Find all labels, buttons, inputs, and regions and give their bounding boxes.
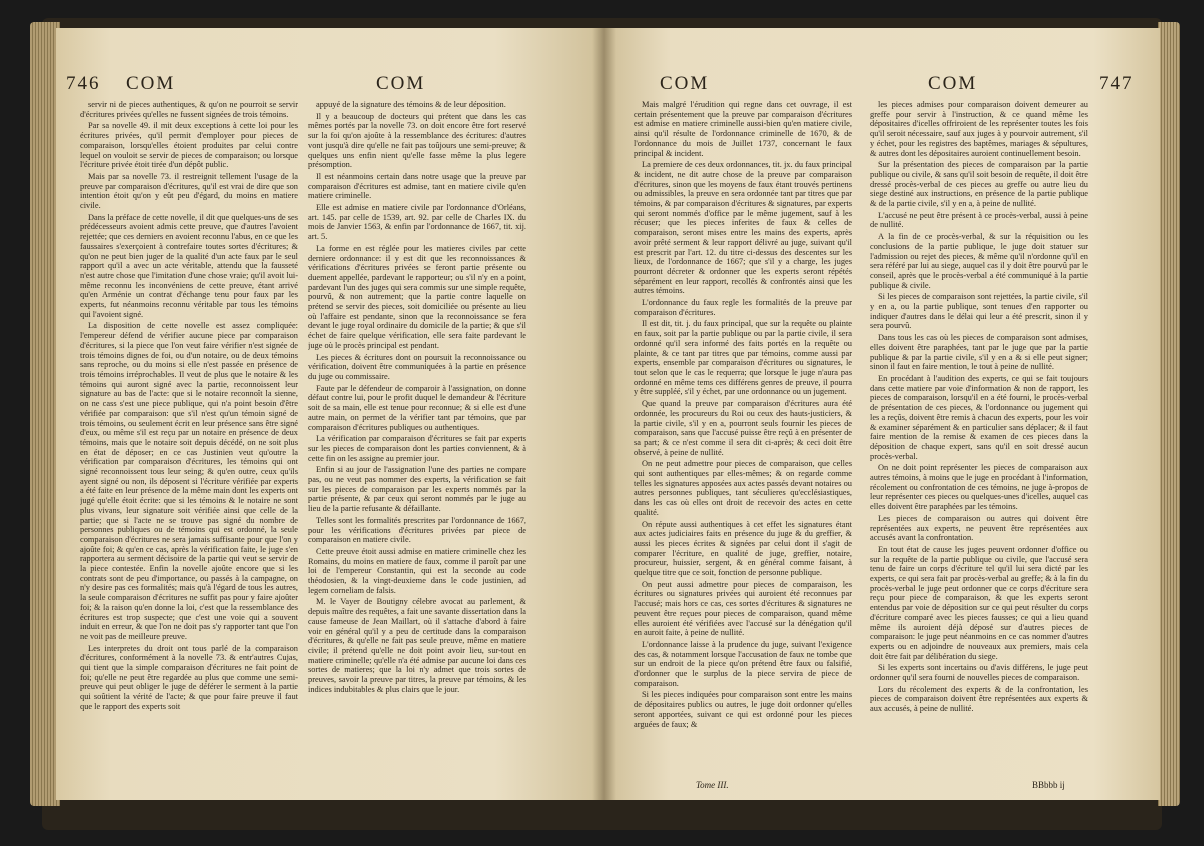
running-head-left-1: COM bbox=[126, 73, 176, 94]
paragraph: Il y a beaucoup de docteurs qui prétent que dans les cas mêmes portés par la novelle 73. on doit encore être fort reservé sur la foi qu'on ajoûte à la ressemblance des écritures: d'autres vont jusqu'à dire qu'elle ne fait pas toûjours une semi-preuve; & quelques uns enfin nient qu'elle fasse même la plus legere présomption. bbox=[308, 111, 526, 170]
paragraph: Elle est admise en matiere civile par l'ordonnance d'Orléans, art. 145. par celle de 1539, art. 92. par celle de Charles IX. du mois de Janvier 1563, & enfin par l'ordonnance de 1667, tit. xij. art. 5. bbox=[308, 203, 526, 242]
footer-signature: BBbbb ij bbox=[1032, 780, 1065, 790]
paragraph: M. le Vayer de Boutigny célebre avocat au parlement, & depuis maître des requêtes, a fait une savante dissertation dans la cause fameuse de Jean Maillart, où il s'attache d'abord à faire voir en général qu'il y a peu de certitude dans la comparaison d'écritures, & qu'elle ne fait pas seule preuve, même en matiere civile; il prétend qu'elle ne doit point avoir lieu, sur-tout en matiere criminelle; qu'elle n'a été admise par aucune loi dans ces sortes de matieres; que la loi n'y admet que trois sortes de preuves, savoir la preuve par titres, la preuve par témoins, & les indices indubitables & plus clairs que le jour. bbox=[308, 597, 526, 694]
paragraph: La forme en est réglée pour les matieres civiles par cette derniere ordonnance: il y est dit que les reconnoissances & vérifications d'écritures privées se feront partie présente ou duement appellée, pardevant le rapporteur; ou s'il n'y en a point, pardevant l'un des juges qui sera commis sur une simple requête, pourvû, & non autrement; que la partie contre laquelle on prétend se servir des pieces, soit domiciliée ou présente au lieu où l'affaire est pendante, sinon que la reconnoissance se fera devant le juge royal ordinaire du domicile de la partie; & que s'il échet de faire quelque vérification, elle sera faite pardevant le juge où le procès principal est pendant. bbox=[308, 243, 526, 350]
paragraph: On ne doit point représenter les pieces de comparaison aux autres témoins, à moins que le juge en procédant à l'information, récolement ou confrontation de ces témoins, ne juge à-propos de leur représenter ces pieces ou quelques-unes d'icelles, auquel cas elles doivent être paraphées par les témoins. bbox=[870, 463, 1088, 512]
paragraph: Enfin si au jour de l'assignation l'une des parties ne compare pas, ou ne veut pas nommer des experts, la vérification se fait sur les pieces de comparaison par les experts nommés par la partie présente, & par ceux qui seront nommés par le juge au lieu de la partie refusante & défaillante. bbox=[308, 465, 526, 514]
paragraph: Mais malgré l'érudition qui regne dans cet ouvrage, il est certain présentement que la preuve par comparaison d'écritures est admise en matiere criminelle aussi-bien qu'en matiere civile, ainsi qu'il résulte de l'ordonnance criminelle de 1670, & de l'ordonnance du mois de Juillet 1737, concernant le faux principal & incident. bbox=[634, 100, 852, 158]
page-edges-right bbox=[1158, 22, 1180, 806]
paragraph: Lors du récolement des experts & de la confrontation, les pieces de comparaison doivent être représentées aux experts & aux accusés, à peine de nullité. bbox=[870, 684, 1088, 714]
left-page-column-2 bbox=[308, 100, 526, 800]
paragraph: les pieces admises pour comparaison doivent demeurer au greffe pour servir à l'instruction, & ce quand même les dépositaires d'icelles offriroient de les représenter toutes les fois qu'il seroit nécessaire, sauf aux juges à y pourvoir autrement, s'il y échet, pour les registres des baptêmes, mariages & sépultures, & autres dont les dépositaires auroient continuellement besoin. bbox=[870, 100, 1088, 158]
paragraph: L'ordonnance du faux regle les formalités de la preuve par comparaison d'écritures. bbox=[634, 298, 852, 317]
paragraph: En tout état de cause les juges peuvent ordonner d'office ou sur la requête de la partie publique ou civile, que l'accusé sera tenu de faire un corps d'écriture tel qu'il lui sera dicté par les experts, ce qui sera fait par procès-verbal au greffe; & à la fin du procès-verbal le juge peut ordonner que ce corps d'écriture sera reçu pour piece de comparaison, & que les experts seront entendus par voie de déposition sur ce qui peut résulter du corps d'écriture comparé avec les pieces fausses; ce qui a lieu quand même ils auroient déjà déposé sur d'autres pieces de comparaison: le juge peut néanmoins en ce cas nommer d'autres experts ou en adjoindre de nouveaux aux premiers, mais cela doit être fait par délibération du siege. bbox=[870, 544, 1088, 661]
paragraph: Par sa novelle 49. il mit deux exceptions à cette loi pour les écritures privées, qu'il permit d'employer pour pieces de comparaison, lorsqu'elles étoient produites par celui contre lequel on vouloit se servir de pieces de comparaison; ou lorsque l'écriture privée étoit tirée d'un dépôt public. bbox=[80, 121, 298, 170]
paragraph: La disposition de cette novelle est assez compliquée: l'empereur défend de vérifier aucune piece par comparaison d'écritures, si la piece que l'on veut faire vérifier n'est signée de trois témoins dignes de foi, ou d'un notaire, ou de deux témoins sans reproche, ou du moins si elle n'est passée en présence de trois témoins irréprochables. Il veut de plus que le notaire & les témoins qui auront signé avec la partie, reconnoissent leur signature au bas de l'acte: que si le notaire reconnoît la sienne, on ne cass s'est une piece publique, qui n'a point besoin d'être vérifiée par comparaison: que s'il n'est qu'un témoin signé de trois témoins, ou seulement écrit en leur présence sans être signé d'eux, ou même s'il est reçu par un notaire en présence de deux témoins, mais que le notaire soit depuis décédé, on ne soit plus en état de déposer; en ce cas Justinien veut qu'outre la vérification par comparaison d'écritures, les témoins qui ont signé reconnoissent tous leur seing; & qu'en outre, ceux qu'ils ayent signé ou non, ils déposent si l'écriture vérifiée par experts a été faite en leur présence de la même main dont les experts ont jugé qu'elle étoit écrite: que si les témoins & le notaire ne sont plus vivans, leur signature soit vérifiée ainsi que celle de la partie; que si l'acte ne se trouve pas signé du nombre de personnes publiques ou de témoins qui est ordonné, la seule comparaison d'écritures ne sera jamais suffisante pour que l'on y ajoûte foi; & qu'en ce cas, après la vérification faite, le juge s'en rapportera au serment décisoire de la partie qui veut se servir de la piece contestée. Enfin la novelle ajoûte encore que si les contrats sont de peu d'importance, ou passés à la campagne, on n'y desire pas ces formalités; mais qu'à l'égard de tous les autres, la seule comparaison d'écritures ne suffit pas pour y faire ajoûter foi; & la raison qu'en donne la loi, c'est que la ressemblance des écritures est trop suspecte; que c'est une voie qui a souvent induit en erreur, & que l'on ne doit pas s'y rapporter tant que l'on ne voit pas de meilleure preuve. bbox=[80, 321, 298, 641]
running-head-left-2: COM bbox=[376, 73, 426, 94]
paragraph: Dans la préface de cette novelle, il dit que quelques-uns de ses prédécesseurs avoient admis cette preuve, que d'autres l'avoient rejettée; que ces derniers en avoient reconnu l'abus, en ce que les faussaires s'exerçoient à contrefaire toutes sortes d'écritures; & qu'on ne peut bien juger de la qualité d'un acte faux par le seul rapport qu'il a avec un acte véritable, attendu que la fausseté n'est autre chose que l'imitation d'une chose vraie; qu'il avoit lui-même reconnu les inconvéniens de cette preuve, étant arrivé qu'en Arménie un contrat d'échange tenu pour faux par les experts, fut néanmoins reconnu véritable par tous les témoins qui l'avoient signé. bbox=[80, 212, 298, 319]
right-page-column-1 bbox=[634, 100, 852, 800]
paragraph: Si les pieces indiquées pour comparaison sont entre les mains de dépositaires publics ou autres, le juge doit ordonner qu'elles seront apportées, suivant ce qui est ordonné pour les pieces arguées de faux; & bbox=[634, 690, 852, 729]
paragraph: Les interpretes du droit ont tous parlé de la comparaison d'écritures, conformément à la novelle 73. & entr'autres Cujas, qui tient que la simple comparaison d'écritures ne fait point de foi; qu'elle ne peut être regardée au plus que comme une semi-preuve qui peut obliger le juge de déférer le serment à la partie qui soûtient la vérité de l'acte; & que pour faire preuve il faut que le rapport des experts soit bbox=[80, 643, 298, 711]
paragraph: Cette preuve étoit aussi admise en matiere criminelle chez les Romains, du moins en matiere de faux, comme il paroît par une loi de l'empereur Constantin, qui est la seconde au code théodosien, & la vingt-deuxieme dans le code justinien, ad legem corneliam de falsis. bbox=[308, 546, 526, 595]
paragraph: On répute aussi authentiques à cet effet les signatures étant aux actes judiciaires faits en présence du juge & du greffier, & aussi les pieces écrites & signées par celui dont il s'agit de comparer l'écriture, en qualité de juge, greffier, notaire, procureur, huissier, sergent, & en général comme faisant, à quelque titre que ce soit, fonction de personne publique. bbox=[634, 519, 852, 578]
book-gutter bbox=[592, 28, 616, 800]
paragraph: Si les experts sont incertains ou d'avis différens, le juge peut ordonner qu'il sera fourni de nouvelles pieces de comparaison. bbox=[870, 663, 1088, 683]
running-head-right-1: COM bbox=[660, 73, 710, 94]
paragraph: L'ordonnance laisse à la prudence du juge, suivant l'exigence des cas, & notamment lorsque l'accusation de faux ne tombe que sur un endroit de la piece qu'on prétend être faux ou falsifié, d'ordonner que le surplus de la piece servira de piece de comparaison. bbox=[634, 639, 852, 688]
paragraph: Les pieces & écritures dont on poursuit la reconnoissance ou vérification, doivent être communiquées à la partie en présence du juge ou commissaire. bbox=[308, 352, 526, 381]
paragraph: Telles sont les formalités prescrites par l'ordonnance de 1667, pour les vérifications d'écritures privées par piece de comparaison en matiere civile. bbox=[308, 515, 526, 545]
paragraph: Les pieces de comparaison ou autres qui doivent être représentées aux experts, ne peuvent être représentées aux accusés avant la confrontation. bbox=[870, 513, 1088, 543]
paragraph: On ne peut admettre pour pieces de comparaison, que celles qui sont authentiques par elles-mêmes; & on regarde comme telles les signatures apposées aux actes passés devant notaires ou autres personnes publiques, tant séculieres qu'ecclésiastiques, dans les cas où elles ont droit de recevoir des actes en cette qualité. bbox=[634, 459, 852, 517]
right-page-column-2 bbox=[870, 100, 1088, 800]
paragraph: Mais par sa novelle 73. il restreignit tellement l'usage de la preuve par comparaison d'écritures, qu'il est vrai de dire que son intention étoit qu'on y eût peu d'égard, du moins en matiere civile. bbox=[80, 171, 298, 211]
page-number-right: 747 bbox=[1099, 73, 1134, 94]
paragraph: appuyé de la signature des témoins & de leur déposition. bbox=[316, 100, 506, 109]
paragraph: L'accusé ne peut être présent à ce procès-verbal, aussi à peine de nullité. bbox=[870, 210, 1088, 230]
right-page bbox=[604, 28, 1160, 800]
footer-volume: Tome III. bbox=[696, 780, 729, 790]
paragraph: Que quand la preuve par comparaison d'écritures aura été ordonnée, les procureurs du Roi ou ceux des hauts-justiciers, & la partie civile, s'il y en a, pourront seuls fournir les pieces de comparaison, sans que l'accusé puisse être reçû à en présenter de sa part; & ce n'est comme il sera dit ci-après; & ceci doit être observé, à peine de nullité. bbox=[634, 399, 852, 457]
page-number-left: 746 bbox=[66, 73, 101, 94]
left-page bbox=[56, 28, 604, 800]
paragraph: Il est dit, tit. j. du faux principal, que sur la requête ou plainte en faux, soit par la partie publique ou par la partie civile, il sera ordonné qu'il sera informé des faits portés en la requête ou plainte, & ce tant par titres que par témoins, comme aussi par experts, ensemble par comparaison d'écritures ou signatures, le tout selon que le cas le requerra; que lorsque le juge n'aura pas ordonné en même tems ces différens genres de preuve, il pourra y être suppléé, s'il y échet, par une ordonnance ou un jugement. bbox=[634, 319, 852, 397]
running-head-right-2: COM bbox=[928, 73, 978, 94]
paragraph: La vérification par comparaison d'écritures se fait par experts sur les pieces de comparaison dont les parties conviennent, & à cette fin on les assigne au premier jour. bbox=[308, 434, 526, 463]
paragraph: Faute par le défendeur de comparoir à l'assignation, on donne défaut contre lui, pour le profit duquel le demandeur & l'écriture soit de sa main, elle est tenue pour reconnue; & si elle est d'une autre main, on permet de la vérifier tant par témoins, que par comparaison d'écritures publiques ou authentiques. bbox=[308, 383, 526, 432]
paragraph: La premiere de ces deux ordonnances, tit. jx. du faux principal & incident, ne dit autre chose de la preuve par comparaison d'écritures, sinon que les moyens de faux étant trouvés pertinens ou admissibles, la preuve en sera ordonnée tant par titres que par témoins, & par comparaison d'écritures & signatures, par experts qui seront nommés d'office par le même jugement, sauf à les récuser; que les pieces inferites de faux & celles de comparaison, seront mises entre les mains des experts, après avoir prêté serment & leur rapport délivré au juge, suivant qu'il est prescrit par l'art. 12. du titre ci-dessus des descentes sur les lieux, de l'ordonnance de 1667; que s'il y a charge, les juges pourront décreter & ordonner que les experts seront répétés séparément en leur rapport, recollés & confrontés ainsi que les autres témoins. bbox=[634, 160, 852, 296]
paragraph: Il est néanmoins certain dans notre usage que la preuve par comparaison d'écritures est admise, tant en matiere civile qu'en matiere criminelle. bbox=[308, 171, 526, 201]
left-page-column-1 bbox=[80, 100, 298, 800]
paragraph: En procédant à l'audition des experts, ce qui se fait toujours dans cette matiere par voie d'information & non de rapport, les pieces de comparaison, lorsqu'il en a été fourni, le procès-verbal de présentation de ces pieces, & l'ordonnance ou jugement qui les a reçûs, doivent être remis à chacun des experts, pour les voir & examiner séparément & en particulier sans déplacer; & il faut faire mention de la remise & examen de ces pieces dans la déposition de chaque expert, sans qu'il en soit dressé aucun procès-verbal. bbox=[870, 373, 1088, 461]
paragraph: Dans tous les cas où les pieces de comparaison sont admises, elles doivent être paraphées, tant par le juge que par la partie publique & par la partie civile, s'il y en a & si elle peut signer; sinon il faut en faire mention, le tout à peine de nullité. bbox=[870, 333, 1088, 372]
paragraph: Si les pieces de comparaison sont rejettées, la partie civile, s'il y en a, ou la partie publique, sont tenues d'en rapporter ou indiquer d'autres dans le délai qui leur a été prescrit, sinon il y sera pourvû. bbox=[870, 292, 1088, 331]
paragraph: servir ni de pieces authentiques, & qu'on ne pourroit se servir d'écritures privées qu'elles ne fussent signées de trois témoins. bbox=[80, 100, 298, 119]
paragraph: On peut aussi admettre pour pieces de comparaison, les écritures ou signatures privées qui auroient été reconnues par l'accusé; mais hors ce cas, ces sortes d'écritures & signatures ne peuvent être reçues pour pieces de comparaison, quand même elles auroient été vérifiées avec l'accusé sur la dénégation qu'il en auroit faite, à peine de nullité. bbox=[634, 579, 852, 638]
paragraph: Sur la présentation des pieces de comparaison par la partie publique ou civile, & sans qu'il soit besoin de requête, il doit être dressé procès-verbal de ces pieces au greffe ou autre lieu du siege destiné aux instructions, en présence de la partie publique & de la partie civile, s'il y en a, à peine de nullité. bbox=[870, 160, 1088, 209]
paragraph: A la fin de ce procès-verbal, & sur la réquisition ou les conclusions de la partie publique, le juge doit statuer sur l'admission ou rejet des pieces, & même qu'il n'ordonne qu'il en sera référé par lui au siege, auquel cas il y doit être pourvû par le conseil, après que le procès-verbal a été communiqué à la partie publique & civile. bbox=[870, 232, 1088, 290]
